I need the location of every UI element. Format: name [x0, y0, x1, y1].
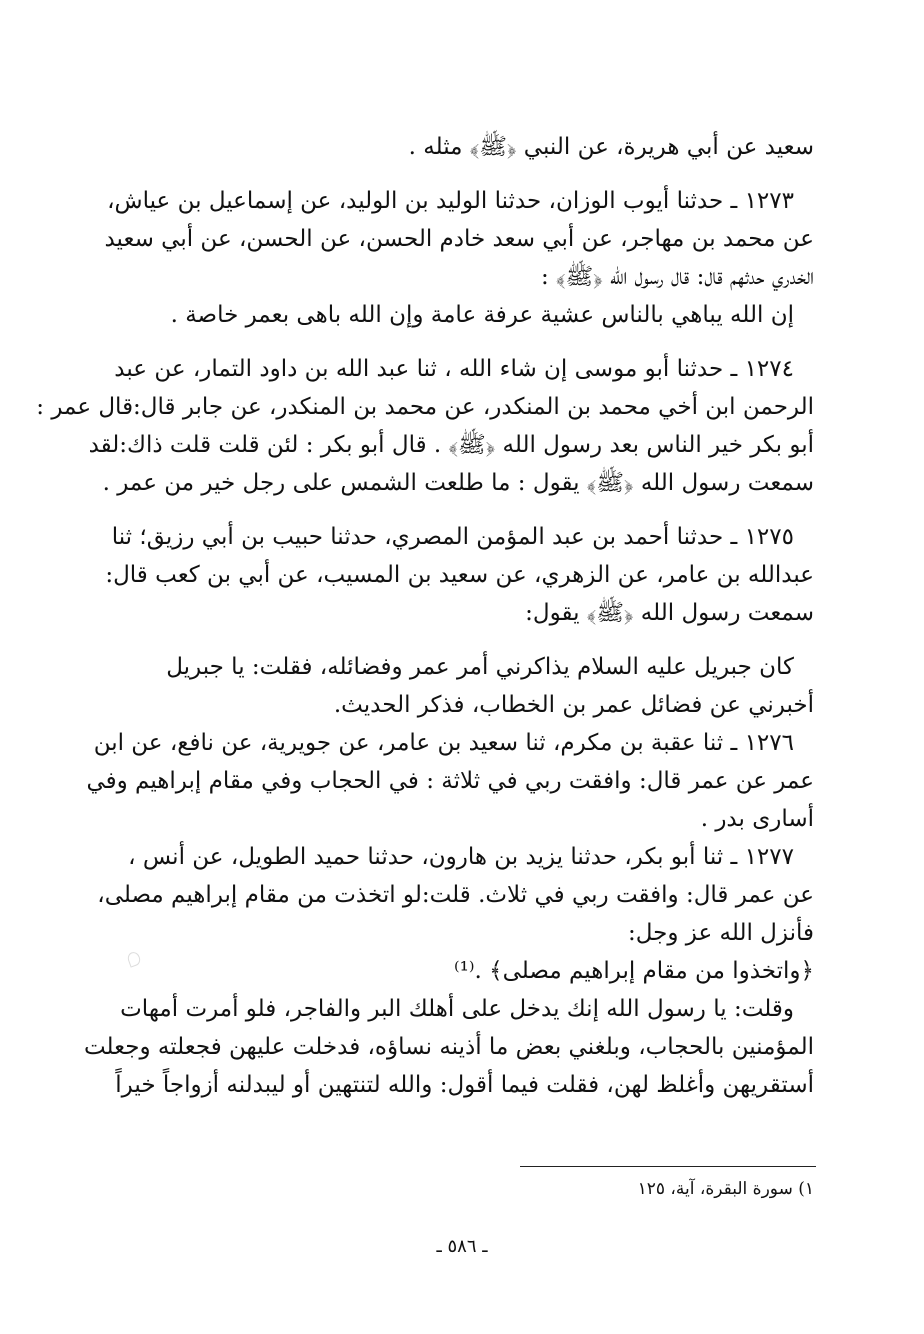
- text-line: الخدري حدثهم قال: قال رسول الله ﴿ﷺ﴾ :: [540, 264, 814, 290]
- page-number: ـ ٥٨٦ ـ: [436, 1236, 488, 1257]
- footnote-divider: [520, 1166, 816, 1167]
- text-line: سمعت رسول الله ﴿ﷺ﴾ يقول : ما طلعت الشمس على رجل خير من عمر .: [102, 470, 814, 496]
- text-line: إن الله يباهي بالناس عشية عرفة عامة وإن الله باهى بعمر خاصة .: [170, 302, 794, 328]
- text-line: أستقريهن وأغلظ لهن، فقلت فيما أقول: والله لتنتهين أو ليبدلنه أزواجاً خيراً: [115, 1072, 814, 1098]
- text-line: عمر عن عمر قال: وافقت ربي في ثلاثة : في الحجاب وفي مقام إبراهيم وفي: [86, 768, 814, 794]
- hadith-1275-line: ١٢٧٥ ـ حدثنا أحمد بن عبد المؤمن المصري، حدثنا حبيب بن أبي رزيق؛ ثنا: [111, 524, 794, 550]
- hadith-1276-line: ١٢٧٦ ـ ثنا عقبة بن مكرم، ثنا سعيد بن عامر، عن جويرية، عن نافع، عن ابن: [93, 730, 794, 756]
- text-line: عن عمر قال: وافقت ربي في ثلاث. قلت:لو اتخذت من مقام إبراهيم مصلى،: [97, 882, 814, 908]
- text-line: الرحمن ابن أخي محمد بن المنكدر، عن محمد بن المنكدر، عن جابر قال:قال عمر :: [36, 394, 814, 420]
- text-line: وقلت: يا رسول الله إنك يدخل على أهلك البر والفاجر، فلو أمرت أمهات: [120, 996, 794, 1022]
- text-line: كان جبريل عليه السلام يذاكرني أمر عمر وفضائله، فقلت: يا جبريل: [166, 654, 794, 680]
- text-line: عبدالله بن عامر، عن الزهري، عن سعيد بن المسيب، عن أبي بن كعب قال:: [105, 562, 814, 588]
- text-line: أبو بكر خير الناس بعد رسول الله ﴿ﷺ﴾ . قال أبو بكر : لئن قلت قلت ذاك:لقد: [88, 432, 814, 458]
- hadith-1273-line: ١٢٧٣ ـ حدثنا أيوب الوزان، حدثنا الوليد بن الوليد، عن إسماعيل بن عياش،: [107, 188, 794, 214]
- page-body: [36, 128, 814, 1104]
- text-line: سعيد عن أبي هريرة، عن النبي ﴿ﷺ﴾ مثله .: [408, 134, 814, 160]
- text-line: عن محمد بن مهاجر، عن أبي سعد خادم الحسن، عن الحسن، عن أبي سعيد: [104, 226, 814, 252]
- quran-verse-line: ﴿واتخذوا من مقام إبراهيم مصلى﴾ .⁽¹⁾: [453, 958, 814, 984]
- text-line: أسارى بدر .: [700, 806, 814, 832]
- hadith-1277-line: ١٢٧٧ ـ ثنا أبو بكر، حدثنا يزيد بن هارون، حدثنا حميد الطويل، عن أنس ،: [128, 844, 794, 870]
- text-line: فأنزل الله عز وجل:: [628, 920, 814, 946]
- text-line: سمعت رسول الله ﴿ﷺ﴾ يقول:: [525, 600, 814, 626]
- footnote: ١) سورة البقرة، آية، ١٢٥: [637, 1179, 814, 1199]
- text-line: أخبرني عن فضائل عمر بن الخطاب، فذكر الحديث.: [333, 692, 814, 718]
- text-line: المؤمنين بالحجاب، وبلغني بعض ما أذينه نساؤه، فدخلت عليهن فجعلته وجعلت: [83, 1034, 814, 1060]
- hadith-1274-line: ١٢٧٤ ـ حدثنا أبو موسى إن شاء الله ، ثنا عبد الله بن داود التمار، عن عبد: [114, 356, 794, 382]
